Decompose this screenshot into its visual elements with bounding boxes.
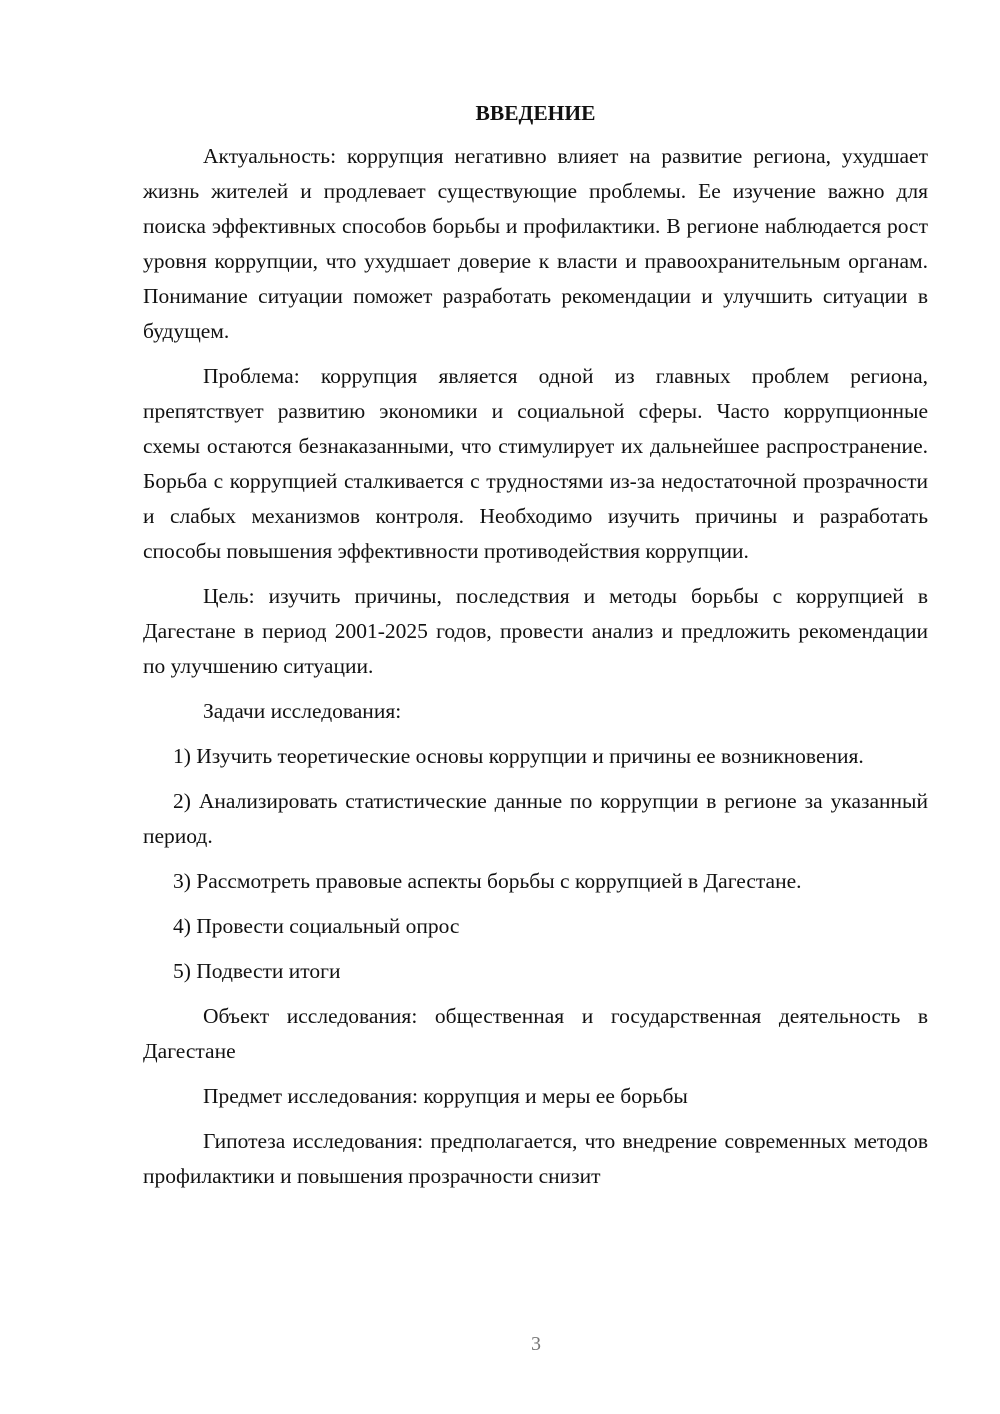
section-title: ВВЕДЕНИЕ: [475, 101, 596, 125]
task-item: 1) Изучить теоретические основы коррупции и причины ее возникновения.: [173, 744, 864, 768]
task-item: 3) Рассмотреть правовые аспекты борьбы с коррупцией в Дагестане.: [173, 869, 802, 893]
task-item: 4) Провести социальный опрос: [173, 914, 460, 938]
problem-paragraph: Проблема: коррупция является одной из главных проблем региона, препятствует развитию экономики и социальной сферы. Часто коррупционные схемы остаются безнаказанными, что стимулирует их дальнейшее распространение. Борьба с коррупцией сталкивается с трудностями из-за недостаточной прозрачности и слабых механизмов контроля. Необходимо изучить причины и разработать способы повышения эффективности противодействия коррупции.: [143, 364, 928, 563]
relevance-paragraph: Актуальность: коррупция негативно влияет на развитие региона, ухудшает жизнь жителей и продлевает существующие проблемы. Ее изучение важно для поиска эффективных способов борьбы и профилактики. В регионе наблюдается рост уровня коррупции, что ухудшает доверие к власти и правоохранительным органам. Понимание ситуации поможет разработать рекомендации и улучшить ситуации в будущем.: [143, 144, 928, 343]
document-body: [143, 96, 928, 1204]
hypothesis-paragraph: Гипотеза исследования: предполагается, что внедрение современных методов профилактики и повышения прозрачности снизит: [143, 1129, 928, 1188]
subject-paragraph: Предмет исследования: коррупция и меры ее борьбы: [203, 1084, 688, 1108]
task-item: 2) Анализировать статистические данные по коррупции в регионе за указанный период.: [143, 789, 928, 848]
page-number: 3: [531, 1333, 541, 1355]
tasks-heading: Задачи исследования:: [203, 699, 402, 723]
task-item: 5) Подвести итоги: [173, 959, 341, 983]
goal-paragraph: Цель: изучить причины, последствия и методы борьбы с коррупцией в Дагестане в период 2001-2025 годов, провести анализ и предложить рекомендации по улучшению ситуации.: [143, 584, 928, 678]
object-paragraph: Объект исследования: общественная и государственная деятельность в Дагестане: [143, 1004, 928, 1063]
